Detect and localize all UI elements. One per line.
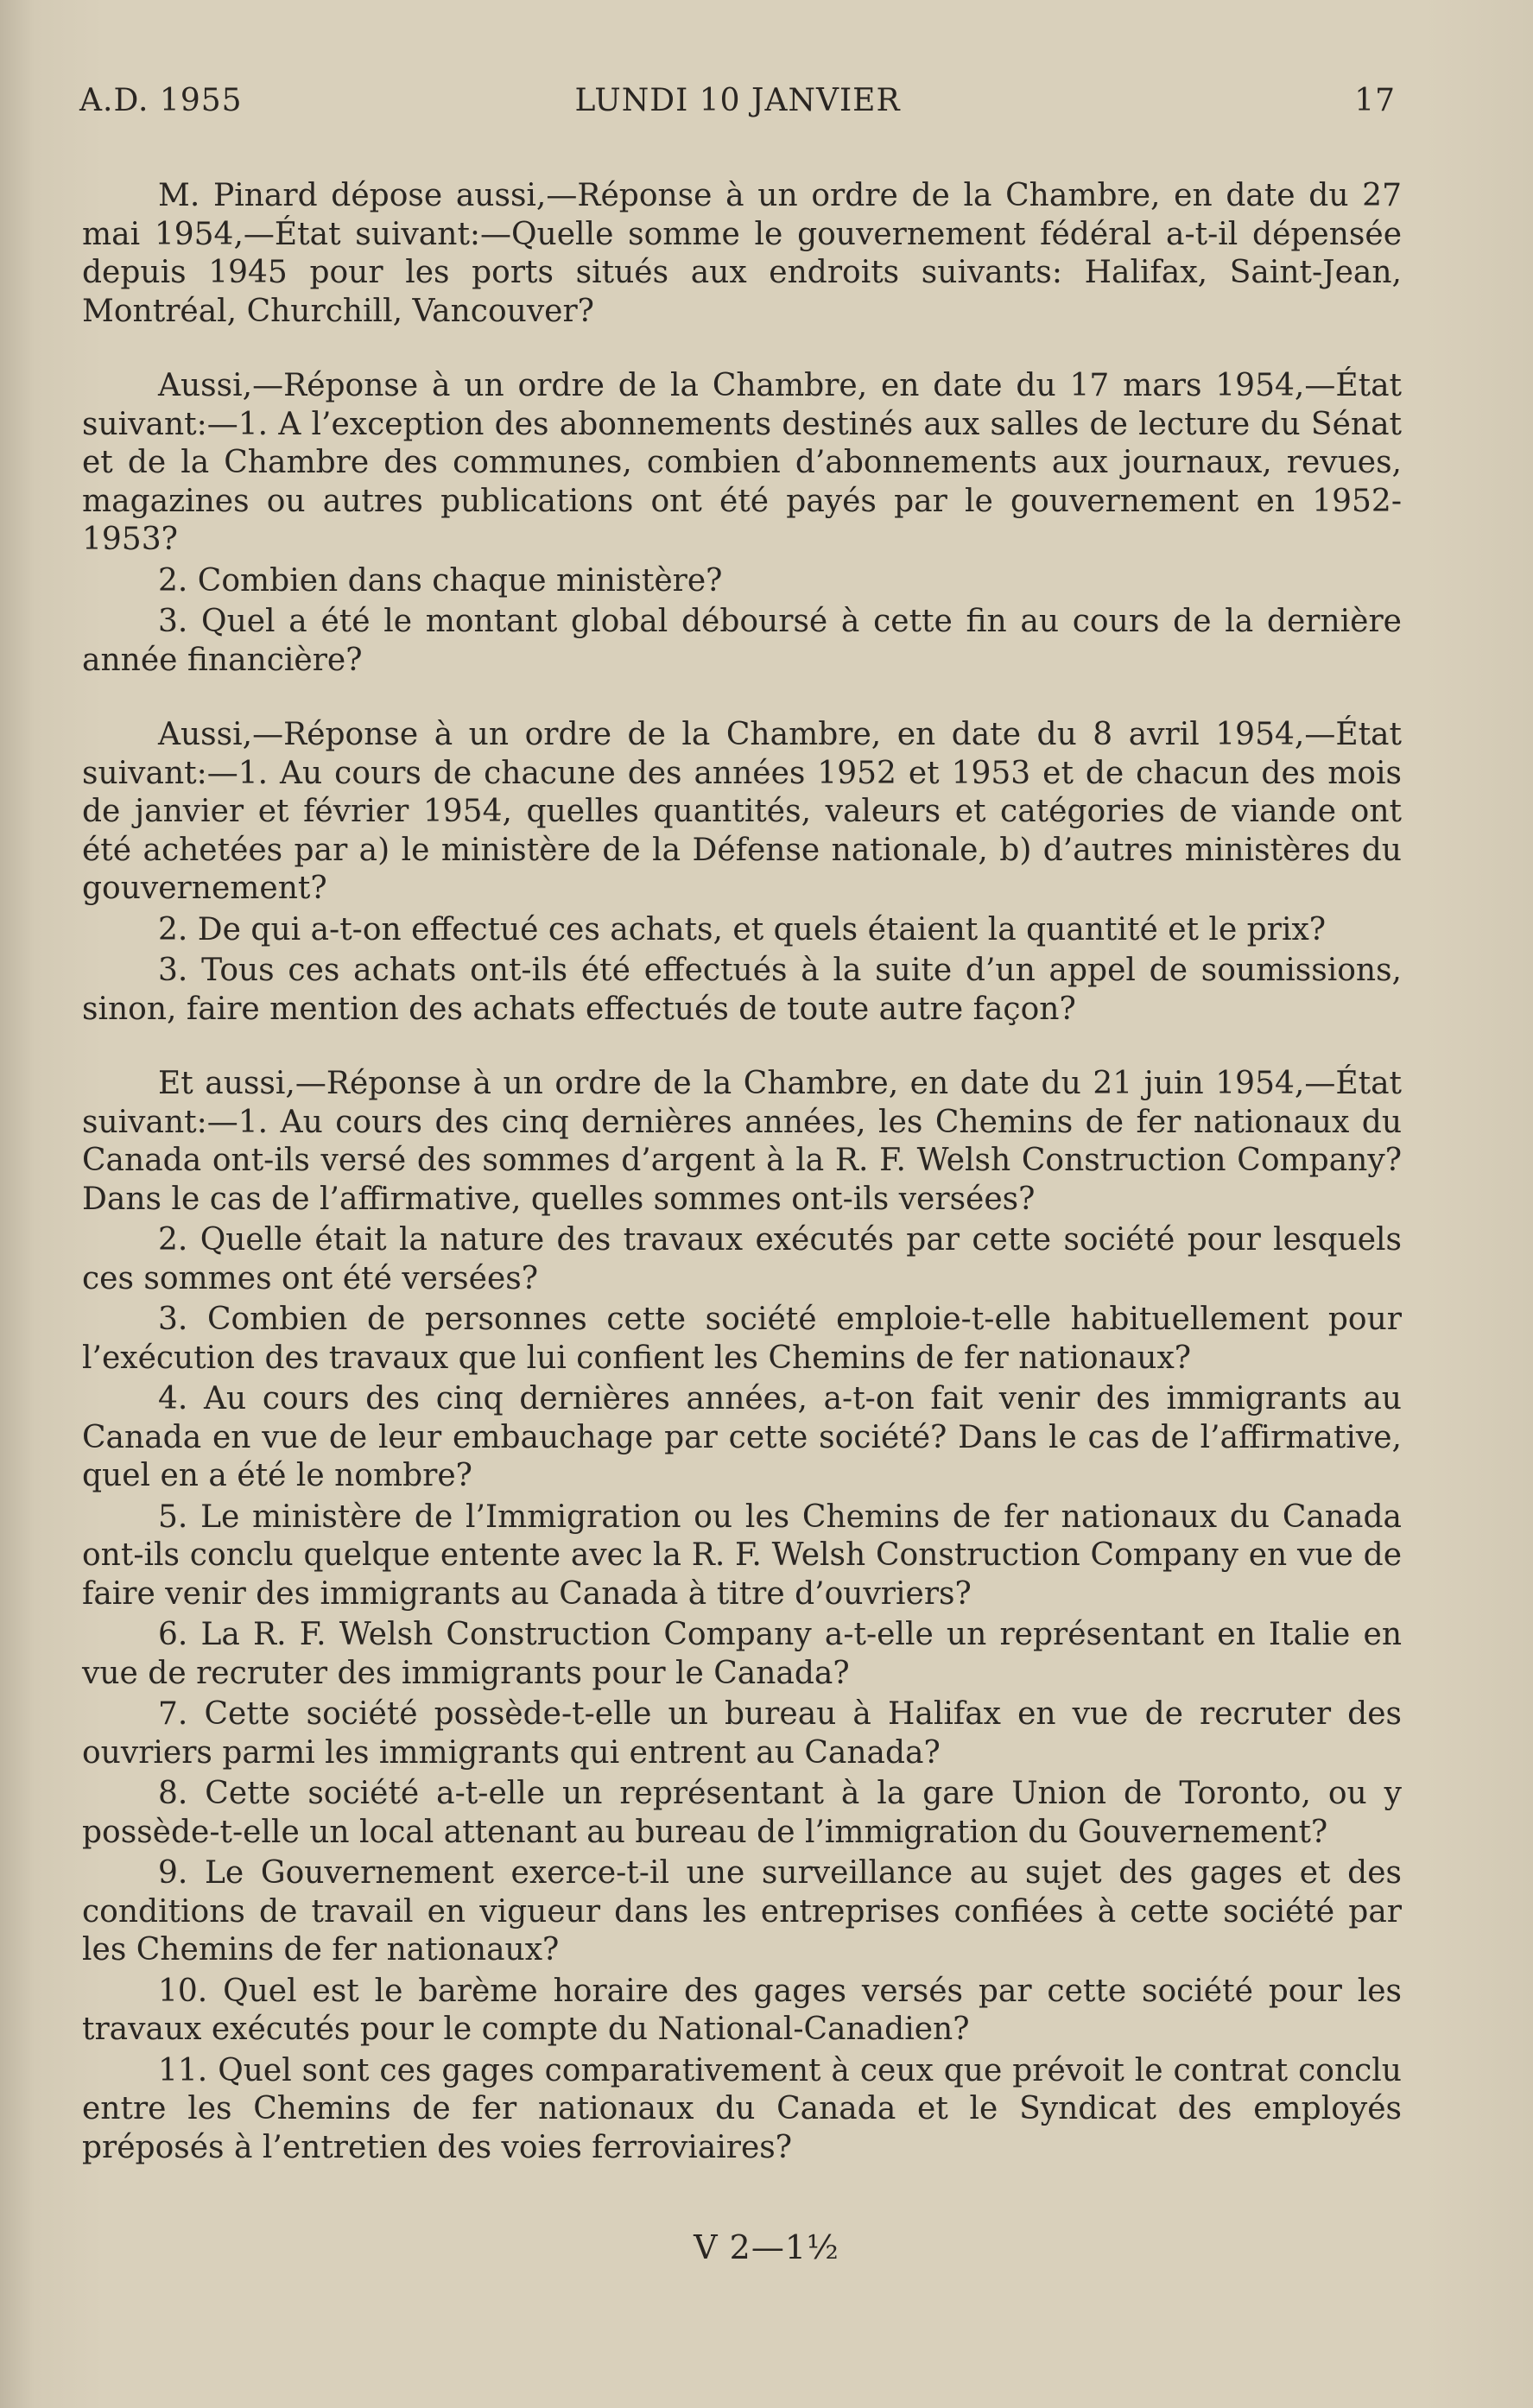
question-item: 3. Quel a été le montant global déboursé à cette fin au cours de la dernière année financière? (82, 604, 1402, 678)
document-body (82, 177, 1402, 2203)
question-item: 6. La R. F. Welsh Construction Company a-t-elle un représentant en Italie en vue de recruter des immigrants pour le Canada? (82, 1617, 1402, 1691)
question-item: 8. Cette société a-t-elle un représentant à la gare Union de Toronto, ou y possède-t-elle un local attenant au bureau de l’immigration du Gouvernement? (82, 1776, 1402, 1850)
return-ports-expenditure (82, 177, 1402, 331)
question-item: 10. Quel est le barème horaire des gages versés par cette société pour les travaux exécutés pour le compte du National-Canadien? (82, 1973, 1402, 2047)
question-item: 3. Tous ces achats ont-ils été effectués à la suite d’un appel de soumissions, sinon, faire mention des achats effectués de toute autre façon? (82, 953, 1402, 1027)
question-item: 2. Quelle était la nature des travaux exécutés par cette société pour lesquels ces sommes ont été versées? (82, 1222, 1402, 1296)
question-item: 11. Quel sont ces gages comparativement à ceux que prévoit le contrat conclu entre les Chemins de fer nationaux du Canada et le Syndicat des employés préposés à l’entretien des voies ferroviaires? (82, 2052, 1402, 2165)
paragraph: Et aussi,—Réponse à un ordre de la Chambre, en date du 21 juin 1954,—État suivant:—1. Au cours des cinq dernières années, les Chemins de fer nationaux du Canada ont-ils versé des sommes d’argent à la R. F. Welsh Construction Company? Dans le cas de l’affirmative, quelles sommes ont-ils versées? (82, 1066, 1402, 1217)
return-welsh-construction (82, 1065, 1402, 2167)
paragraph: Aussi,—Réponse à un ordre de la Chambre, en date du 8 avril 1954,—État suivant:—1. Au cours de chacune des années 1952 et 1953 et de chacun des mois de janvier et février 1954, quelles quantités, valeurs et catégories de viande ont été achetées par a) le ministère de la Défense nationale, b) d’autres ministères du gouvernement? (82, 717, 1402, 906)
page-header (79, 83, 1396, 135)
question-item: 7. Cette société possède-t-elle un bureau à Halifax en vue de recruter des ouvriers parmi les immigrants qui entrent au Canada? (82, 1696, 1402, 1771)
return-meat-purchases (82, 716, 1402, 1029)
page-number: 17 (1354, 83, 1396, 118)
question-item: 2. De qui a-t-on effectué ces achats, et quels étaient la quantité et le prix? (158, 911, 1327, 947)
paragraph: Aussi,—Réponse à un ordre de la Chambre, en date du 17 mars 1954,—État suivant:—1. A l’exception des abonnements destinés aux salles de lecture du Sénat et de la Chambre des communes, combien d’abonnements aux journaux, revues, magazines ou autres publications ont été payés par le gouvernement en 1952-1953? (82, 368, 1402, 557)
question-item: 4. Au cours des cinq dernières années, a-t-on fait venir des immigrants au Canada en vue de leur embauchage par cette société? Dans le cas de l’affirmative, quel en a été le nombre? (82, 1381, 1402, 1493)
question-item: 2. Combien dans chaque ministère? (158, 562, 723, 599)
return-subscriptions (82, 367, 1402, 680)
header-year: A.D. 1955 (79, 83, 243, 118)
signature-mark: V 2—1½ (694, 2228, 839, 2266)
header-date: LUNDI 10 JANVIER (574, 83, 901, 118)
question-item: 3. Combien de personnes cette société emploie-t-elle habituellement pour l’exécution des travaux que lui confient les Chemins de fer nationaux? (82, 1302, 1402, 1376)
question-item: 9. Le Gouvernement exerce-t-il une surveillance au sujet des gages et des conditions de travail en vigueur dans les entreprises confiées à cette société par les Chemins de fer nationaux? (82, 1855, 1402, 1968)
question-item: 5. Le ministère de l’Immigration ou les Chemins de fer nationaux du Canada ont-ils conclu quelque entente avec la R. F. Welsh Construction Company en vue de faire venir des immigrants au Canada à titre d’ouvriers? (82, 1499, 1402, 1612)
paragraph: M. Pinard dépose aussi,—Réponse à un ordre de la Chambre, en date du 27 mai 1954,—État suivant:—Quelle somme le gouvernement fédéral a-t-il dépensée depuis 1945 pour les ports situés aux endroits suivants: Halifax, Saint-Jean, Montréal, Churchill, Vancouver? (82, 178, 1402, 329)
